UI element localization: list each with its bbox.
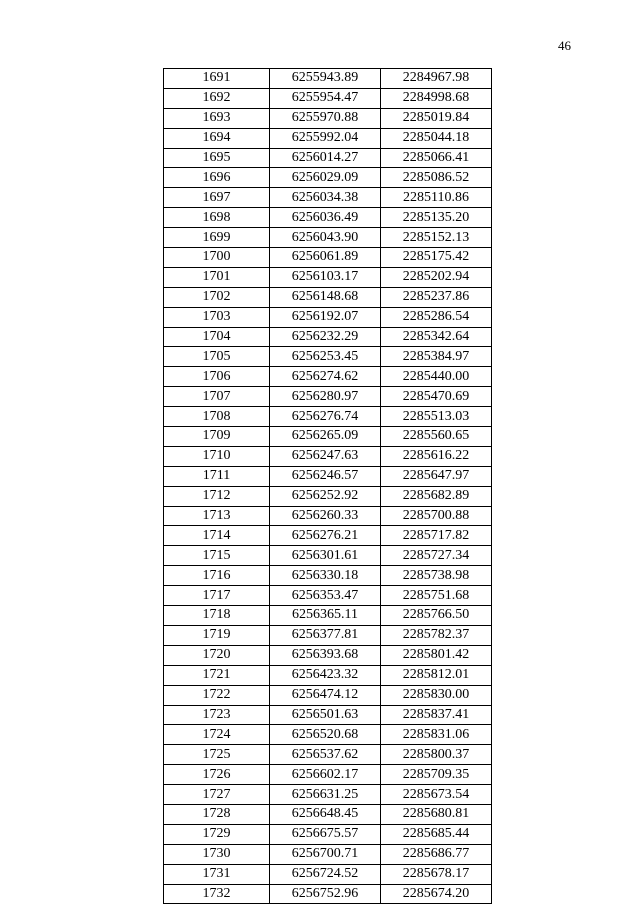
table-row — [164, 486, 492, 506]
point-number-cell: 1720 — [164, 645, 270, 665]
point-number-cell: 1695 — [164, 148, 270, 168]
point-number-cell: 1703 — [164, 307, 270, 327]
table-row — [164, 466, 492, 486]
table-row — [164, 248, 492, 268]
y-coordinate-cell: 2285686.77 — [381, 844, 492, 864]
y-coordinate-cell: 2285237.86 — [381, 287, 492, 307]
y-coordinate-cell: 2285673.54 — [381, 785, 492, 805]
point-number-cell: 1705 — [164, 347, 270, 367]
y-coordinate-cell: 2285680.81 — [381, 804, 492, 824]
point-number-cell: 1726 — [164, 765, 270, 785]
y-coordinate-cell: 2285202.94 — [381, 267, 492, 287]
point-number-cell: 1709 — [164, 427, 270, 447]
x-coordinate-cell: 6256501.63 — [270, 705, 381, 725]
point-number-cell: 1713 — [164, 506, 270, 526]
x-coordinate-cell: 6256036.49 — [270, 208, 381, 228]
x-coordinate-cell: 6256393.68 — [270, 645, 381, 665]
y-coordinate-cell: 2284967.98 — [381, 69, 492, 89]
y-coordinate-cell: 2285831.06 — [381, 725, 492, 745]
table-row — [164, 427, 492, 447]
table-row — [164, 347, 492, 367]
x-coordinate-cell: 6256061.89 — [270, 248, 381, 268]
y-coordinate-cell: 2285019.84 — [381, 108, 492, 128]
point-number-cell: 1694 — [164, 128, 270, 148]
y-coordinate-cell: 2285286.54 — [381, 307, 492, 327]
point-number-cell: 1712 — [164, 486, 270, 506]
x-coordinate-cell: 6256103.17 — [270, 267, 381, 287]
y-coordinate-cell: 2285674.20 — [381, 884, 492, 904]
table-row — [164, 307, 492, 327]
point-number-cell: 1698 — [164, 208, 270, 228]
point-number-cell: 1715 — [164, 546, 270, 566]
point-number-cell: 1728 — [164, 804, 270, 824]
x-coordinate-cell: 6256724.52 — [270, 864, 381, 884]
point-number-cell: 1710 — [164, 446, 270, 466]
point-number-cell: 1721 — [164, 665, 270, 685]
point-number-cell: 1731 — [164, 864, 270, 884]
y-coordinate-cell: 2285513.03 — [381, 407, 492, 427]
point-number-cell: 1699 — [164, 228, 270, 248]
table-row — [164, 228, 492, 248]
table-row — [164, 208, 492, 228]
y-coordinate-cell: 2285616.22 — [381, 446, 492, 466]
point-number-cell: 1724 — [164, 725, 270, 745]
y-coordinate-cell: 2285800.37 — [381, 745, 492, 765]
x-coordinate-cell: 6256520.68 — [270, 725, 381, 745]
y-coordinate-cell: 2285727.34 — [381, 546, 492, 566]
coordinates-table-body — [164, 69, 492, 904]
table-row — [164, 586, 492, 606]
point-number-cell: 1693 — [164, 108, 270, 128]
y-coordinate-cell: 2285700.88 — [381, 506, 492, 526]
table-row — [164, 725, 492, 745]
point-number-cell: 1702 — [164, 287, 270, 307]
point-number-cell: 1722 — [164, 685, 270, 705]
x-coordinate-cell: 6256423.32 — [270, 665, 381, 685]
table-row — [164, 188, 492, 208]
point-number-cell: 1692 — [164, 88, 270, 108]
point-number-cell: 1711 — [164, 466, 270, 486]
y-coordinate-cell: 2285560.65 — [381, 427, 492, 447]
x-coordinate-cell: 6256330.18 — [270, 566, 381, 586]
y-coordinate-cell: 2285709.35 — [381, 765, 492, 785]
y-coordinate-cell: 2285830.00 — [381, 685, 492, 705]
x-coordinate-cell: 6256274.62 — [270, 367, 381, 387]
x-coordinate-cell: 6256253.45 — [270, 347, 381, 367]
x-coordinate-cell: 6255943.89 — [270, 69, 381, 89]
table-row — [164, 745, 492, 765]
point-number-cell: 1704 — [164, 327, 270, 347]
x-coordinate-cell: 6256276.74 — [270, 407, 381, 427]
point-number-cell: 1697 — [164, 188, 270, 208]
y-coordinate-cell: 2285837.41 — [381, 705, 492, 725]
table-row — [164, 705, 492, 725]
x-coordinate-cell: 6256265.09 — [270, 427, 381, 447]
table-row — [164, 665, 492, 685]
table-row — [164, 506, 492, 526]
table-row — [164, 69, 492, 89]
x-coordinate-cell: 6256301.61 — [270, 546, 381, 566]
table-row — [164, 625, 492, 645]
y-coordinate-cell: 2285812.01 — [381, 665, 492, 685]
page-number: 46 — [558, 38, 571, 53]
table-row — [164, 367, 492, 387]
x-coordinate-cell: 6255992.04 — [270, 128, 381, 148]
y-coordinate-cell: 2285685.44 — [381, 824, 492, 844]
table-row — [164, 566, 492, 586]
point-number-cell: 1718 — [164, 606, 270, 626]
point-number-cell: 1717 — [164, 586, 270, 606]
x-coordinate-cell: 6256377.81 — [270, 625, 381, 645]
table-row — [164, 387, 492, 407]
y-coordinate-cell: 2285086.52 — [381, 168, 492, 188]
x-coordinate-cell: 6256246.57 — [270, 466, 381, 486]
table-row — [164, 546, 492, 566]
y-coordinate-cell: 2285110.86 — [381, 188, 492, 208]
table-row — [164, 267, 492, 287]
coordinates-table — [163, 68, 492, 904]
y-coordinate-cell: 2285384.97 — [381, 347, 492, 367]
y-coordinate-cell: 2285717.82 — [381, 526, 492, 546]
y-coordinate-cell: 2285440.00 — [381, 367, 492, 387]
point-number-cell: 1706 — [164, 367, 270, 387]
y-coordinate-cell: 2285044.18 — [381, 128, 492, 148]
x-coordinate-cell: 6256365.11 — [270, 606, 381, 626]
table-row — [164, 446, 492, 466]
point-number-cell: 1730 — [164, 844, 270, 864]
y-coordinate-cell: 2285751.68 — [381, 586, 492, 606]
x-coordinate-cell: 6256148.68 — [270, 287, 381, 307]
y-coordinate-cell: 2284998.68 — [381, 88, 492, 108]
table-row — [164, 407, 492, 427]
x-coordinate-cell: 6256192.07 — [270, 307, 381, 327]
x-coordinate-cell: 6256014.27 — [270, 148, 381, 168]
point-number-cell: 1719 — [164, 625, 270, 645]
point-number-cell: 1708 — [164, 407, 270, 427]
table-row — [164, 108, 492, 128]
y-coordinate-cell: 2285682.89 — [381, 486, 492, 506]
x-coordinate-cell: 6256260.33 — [270, 506, 381, 526]
table-row — [164, 864, 492, 884]
table-row — [164, 526, 492, 546]
x-coordinate-cell: 6256276.21 — [270, 526, 381, 546]
y-coordinate-cell: 2285738.98 — [381, 566, 492, 586]
y-coordinate-cell: 2285135.20 — [381, 208, 492, 228]
table-row — [164, 88, 492, 108]
point-number-cell: 1729 — [164, 824, 270, 844]
table-row — [164, 765, 492, 785]
y-coordinate-cell: 2285152.13 — [381, 228, 492, 248]
table-row — [164, 606, 492, 626]
point-number-cell: 1691 — [164, 69, 270, 89]
table-row — [164, 645, 492, 665]
point-number-cell: 1714 — [164, 526, 270, 546]
x-coordinate-cell: 6256648.45 — [270, 804, 381, 824]
table-row — [164, 148, 492, 168]
x-coordinate-cell: 6256280.97 — [270, 387, 381, 407]
y-coordinate-cell: 2285766.50 — [381, 606, 492, 626]
table-row — [164, 824, 492, 844]
point-number-cell: 1716 — [164, 566, 270, 586]
table-row — [164, 168, 492, 188]
table-row — [164, 685, 492, 705]
point-number-cell: 1696 — [164, 168, 270, 188]
x-coordinate-cell: 6256232.29 — [270, 327, 381, 347]
x-coordinate-cell: 6256029.09 — [270, 168, 381, 188]
x-coordinate-cell: 6255970.88 — [270, 108, 381, 128]
table-row — [164, 327, 492, 347]
table-row — [164, 804, 492, 824]
table-row — [164, 844, 492, 864]
point-number-cell: 1723 — [164, 705, 270, 725]
point-number-cell: 1727 — [164, 785, 270, 805]
x-coordinate-cell: 6256700.71 — [270, 844, 381, 864]
point-number-cell: 1725 — [164, 745, 270, 765]
table-row — [164, 884, 492, 904]
point-number-cell: 1700 — [164, 248, 270, 268]
y-coordinate-cell: 2285647.97 — [381, 466, 492, 486]
x-coordinate-cell: 6256034.38 — [270, 188, 381, 208]
x-coordinate-cell: 6256247.63 — [270, 446, 381, 466]
x-coordinate-cell: 6256537.62 — [270, 745, 381, 765]
y-coordinate-cell: 2285175.42 — [381, 248, 492, 268]
x-coordinate-cell: 6256252.92 — [270, 486, 381, 506]
table-row — [164, 287, 492, 307]
y-coordinate-cell: 2285782.37 — [381, 625, 492, 645]
x-coordinate-cell: 6256631.25 — [270, 785, 381, 805]
y-coordinate-cell: 2285066.41 — [381, 148, 492, 168]
y-coordinate-cell: 2285678.17 — [381, 864, 492, 884]
table-row — [164, 128, 492, 148]
x-coordinate-cell: 6256474.12 — [270, 685, 381, 705]
point-number-cell: 1732 — [164, 884, 270, 904]
x-coordinate-cell: 6256675.57 — [270, 824, 381, 844]
table-row — [164, 785, 492, 805]
y-coordinate-cell: 2285342.64 — [381, 327, 492, 347]
x-coordinate-cell: 6256043.90 — [270, 228, 381, 248]
x-coordinate-cell: 6256752.96 — [270, 884, 381, 904]
x-coordinate-cell: 6256353.47 — [270, 586, 381, 606]
point-number-cell: 1701 — [164, 267, 270, 287]
x-coordinate-cell: 6256602.17 — [270, 765, 381, 785]
y-coordinate-cell: 2285470.69 — [381, 387, 492, 407]
point-number-cell: 1707 — [164, 387, 270, 407]
y-coordinate-cell: 2285801.42 — [381, 645, 492, 665]
x-coordinate-cell: 6255954.47 — [270, 88, 381, 108]
